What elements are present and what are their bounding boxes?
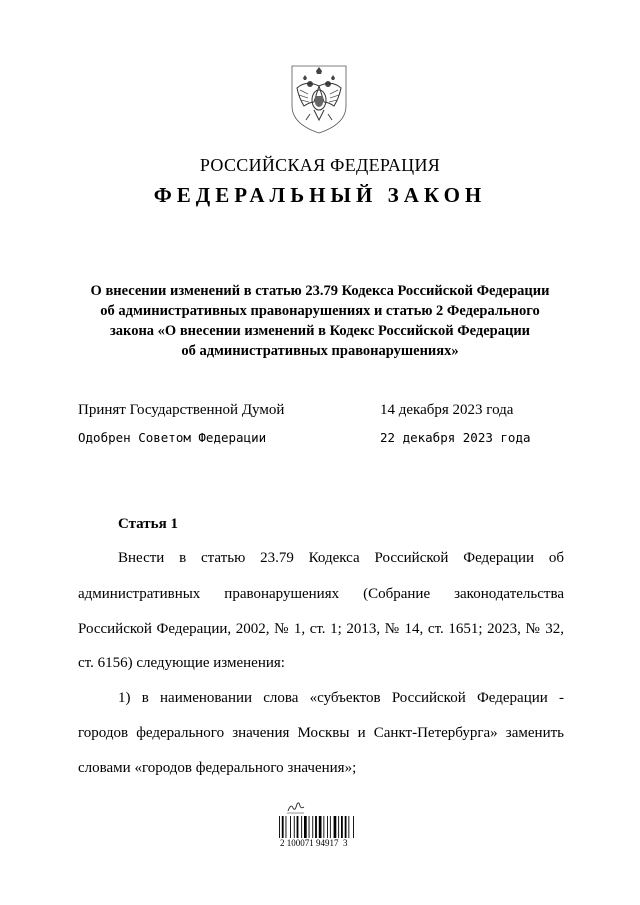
- barcode-icon: [278, 816, 362, 838]
- law-title-line: об административных правонарушениях и статью 2 Федерального: [100, 303, 540, 319]
- law-title-line: закона «О внесении изменений в Кодекс Российской Федерации: [109, 323, 531, 339]
- adoption-label: Одобрен Советом Федерации: [78, 430, 267, 445]
- barcode-number: 2 100071 94917 3: [280, 838, 348, 848]
- document-type: ФЕДЕРАЛЬНЫЙ ЗАКОН: [153, 183, 487, 207]
- article-text-line: Российской Федерации, 2002, № 1, ст. 1; 2013, № 14, ст. 1651; 2023, № 32,: [78, 621, 564, 637]
- adoption-date: 14 декабря 2023 года: [380, 402, 514, 418]
- adoption-date: 22 декабря 2023 года: [380, 430, 531, 445]
- law-title: [60, 281, 580, 361]
- country-name: РОССИЙСКАЯ ФЕДЕРАЦИЯ: [199, 155, 441, 175]
- law-title-line: О внесении изменений в статью 23.79 Кодекса Российской Федерации: [90, 283, 550, 299]
- article-text-line: Внести в статью 23.79 Кодекса Российской Федерации об: [118, 550, 564, 566]
- article-text-line: городов федерального значения Москвы и Санкт-Петербурга» заменить: [78, 725, 564, 741]
- document-barcode-block: [278, 800, 362, 852]
- adoption-label: Принят Государственной Думой: [78, 402, 285, 418]
- article-text-line: словами «городов федерального значения»;: [78, 760, 357, 776]
- handwritten-signature-icon: [286, 800, 306, 814]
- article-text-line: 1) в наименовании слова «субъектов Российской Федерации -: [118, 690, 564, 706]
- article-text-line: ст. 6156) следующие изменения:: [78, 655, 285, 671]
- law-title-line: об административных правонарушениях»: [181, 343, 459, 359]
- article-text-line: административных правонарушениях (Собрание законодательства: [78, 586, 564, 602]
- article-heading: Статья 1: [118, 516, 178, 532]
- russian-coat-of-arms-icon: [286, 62, 352, 136]
